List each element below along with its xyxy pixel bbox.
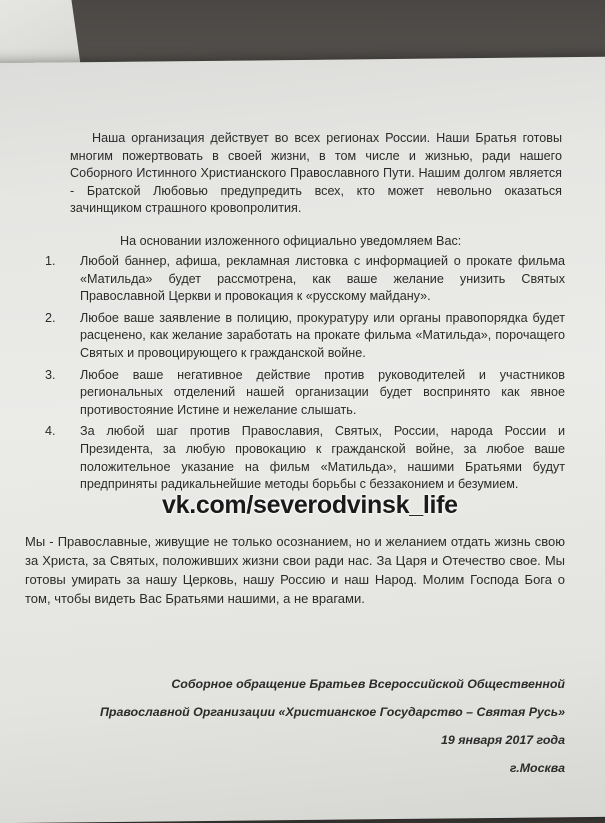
signature-date: 19 января 2017 года: [441, 733, 565, 747]
notice-heading: На основании изложенного официально уведомляем Вас:: [120, 234, 462, 248]
item-number: 2.: [45, 310, 56, 325]
item-text: Любое ваше негативное действие против руководителей и участников региональных отделений нашей организации будет воспринято как явное противостояние Истине и нежелание слышать.: [80, 367, 565, 417]
list-item: [45, 310, 565, 363]
item-number: 4.: [45, 424, 56, 439]
watermark-text: vk.com/severodvinsk_life: [162, 491, 458, 519]
signature-line-1: Соборное обращение Братьев Всероссийской Общественной: [171, 677, 565, 691]
item-number: 1.: [45, 254, 56, 268]
list-item: [45, 423, 565, 493]
closing-paragraph: Мы - Православные, живущие не только осознанием, но и желанием отдать жизнь свою за Христа, за Святых, положивших жизни свои ради нас. За Царя и Отечество свое. Мы готовы умирать за нашу Церковь, нашу Россию и наш Народ. Молим Господа Бога о том, чтобы видеть Вас Братьями нашими, а не врагами.: [25, 534, 565, 606]
list-item: [45, 367, 565, 420]
item-text: Любой баннер, афиша, рекламная листовка с информацией о прокате фильма «Матильда» будет рассмотрена, как ваше желание унизить Святых Православной Церкви и провокация к «русскому майдану».: [80, 254, 565, 304]
item-text: Любое ваше заявление в полицию, прокуратуру или органы правопорядка будет расценено, как желание заработать на прокате фильма «Матильда», порочащего Святых и провоцирующего к гражданской войне.: [80, 310, 565, 360]
item-text: За любой шаг против Православия, Святых, России, народа России и Президента, за любую провокацию к гражданской войне, за любое ваше положительное указание на фильм «Матильда», нашими Братьями будут предприняты радикальнейшие методы борьбы с беззаконием и безумием.: [80, 424, 565, 492]
intro-paragraph: [70, 130, 562, 218]
signature-place: г.Москва: [509, 761, 565, 775]
intro-text: Наша организация действует во всех регионах России. Наши Братья готовы многим пожертвовать в своей жизни, в том числе и жизнью, ради нашего Соборного Истинного Христианского Православного Пути. Нашим долгом является - Братской Любовью предупредить всех, кто может невольно оказаться зачинщиком страшного кровопролития.: [70, 131, 562, 216]
signature-line-2: Православной Организации «Христианское Государство – Святая Русь»: [100, 705, 565, 719]
list-item: [45, 253, 565, 306]
warning-list: [45, 253, 565, 498]
item-number: 3.: [45, 367, 56, 382]
